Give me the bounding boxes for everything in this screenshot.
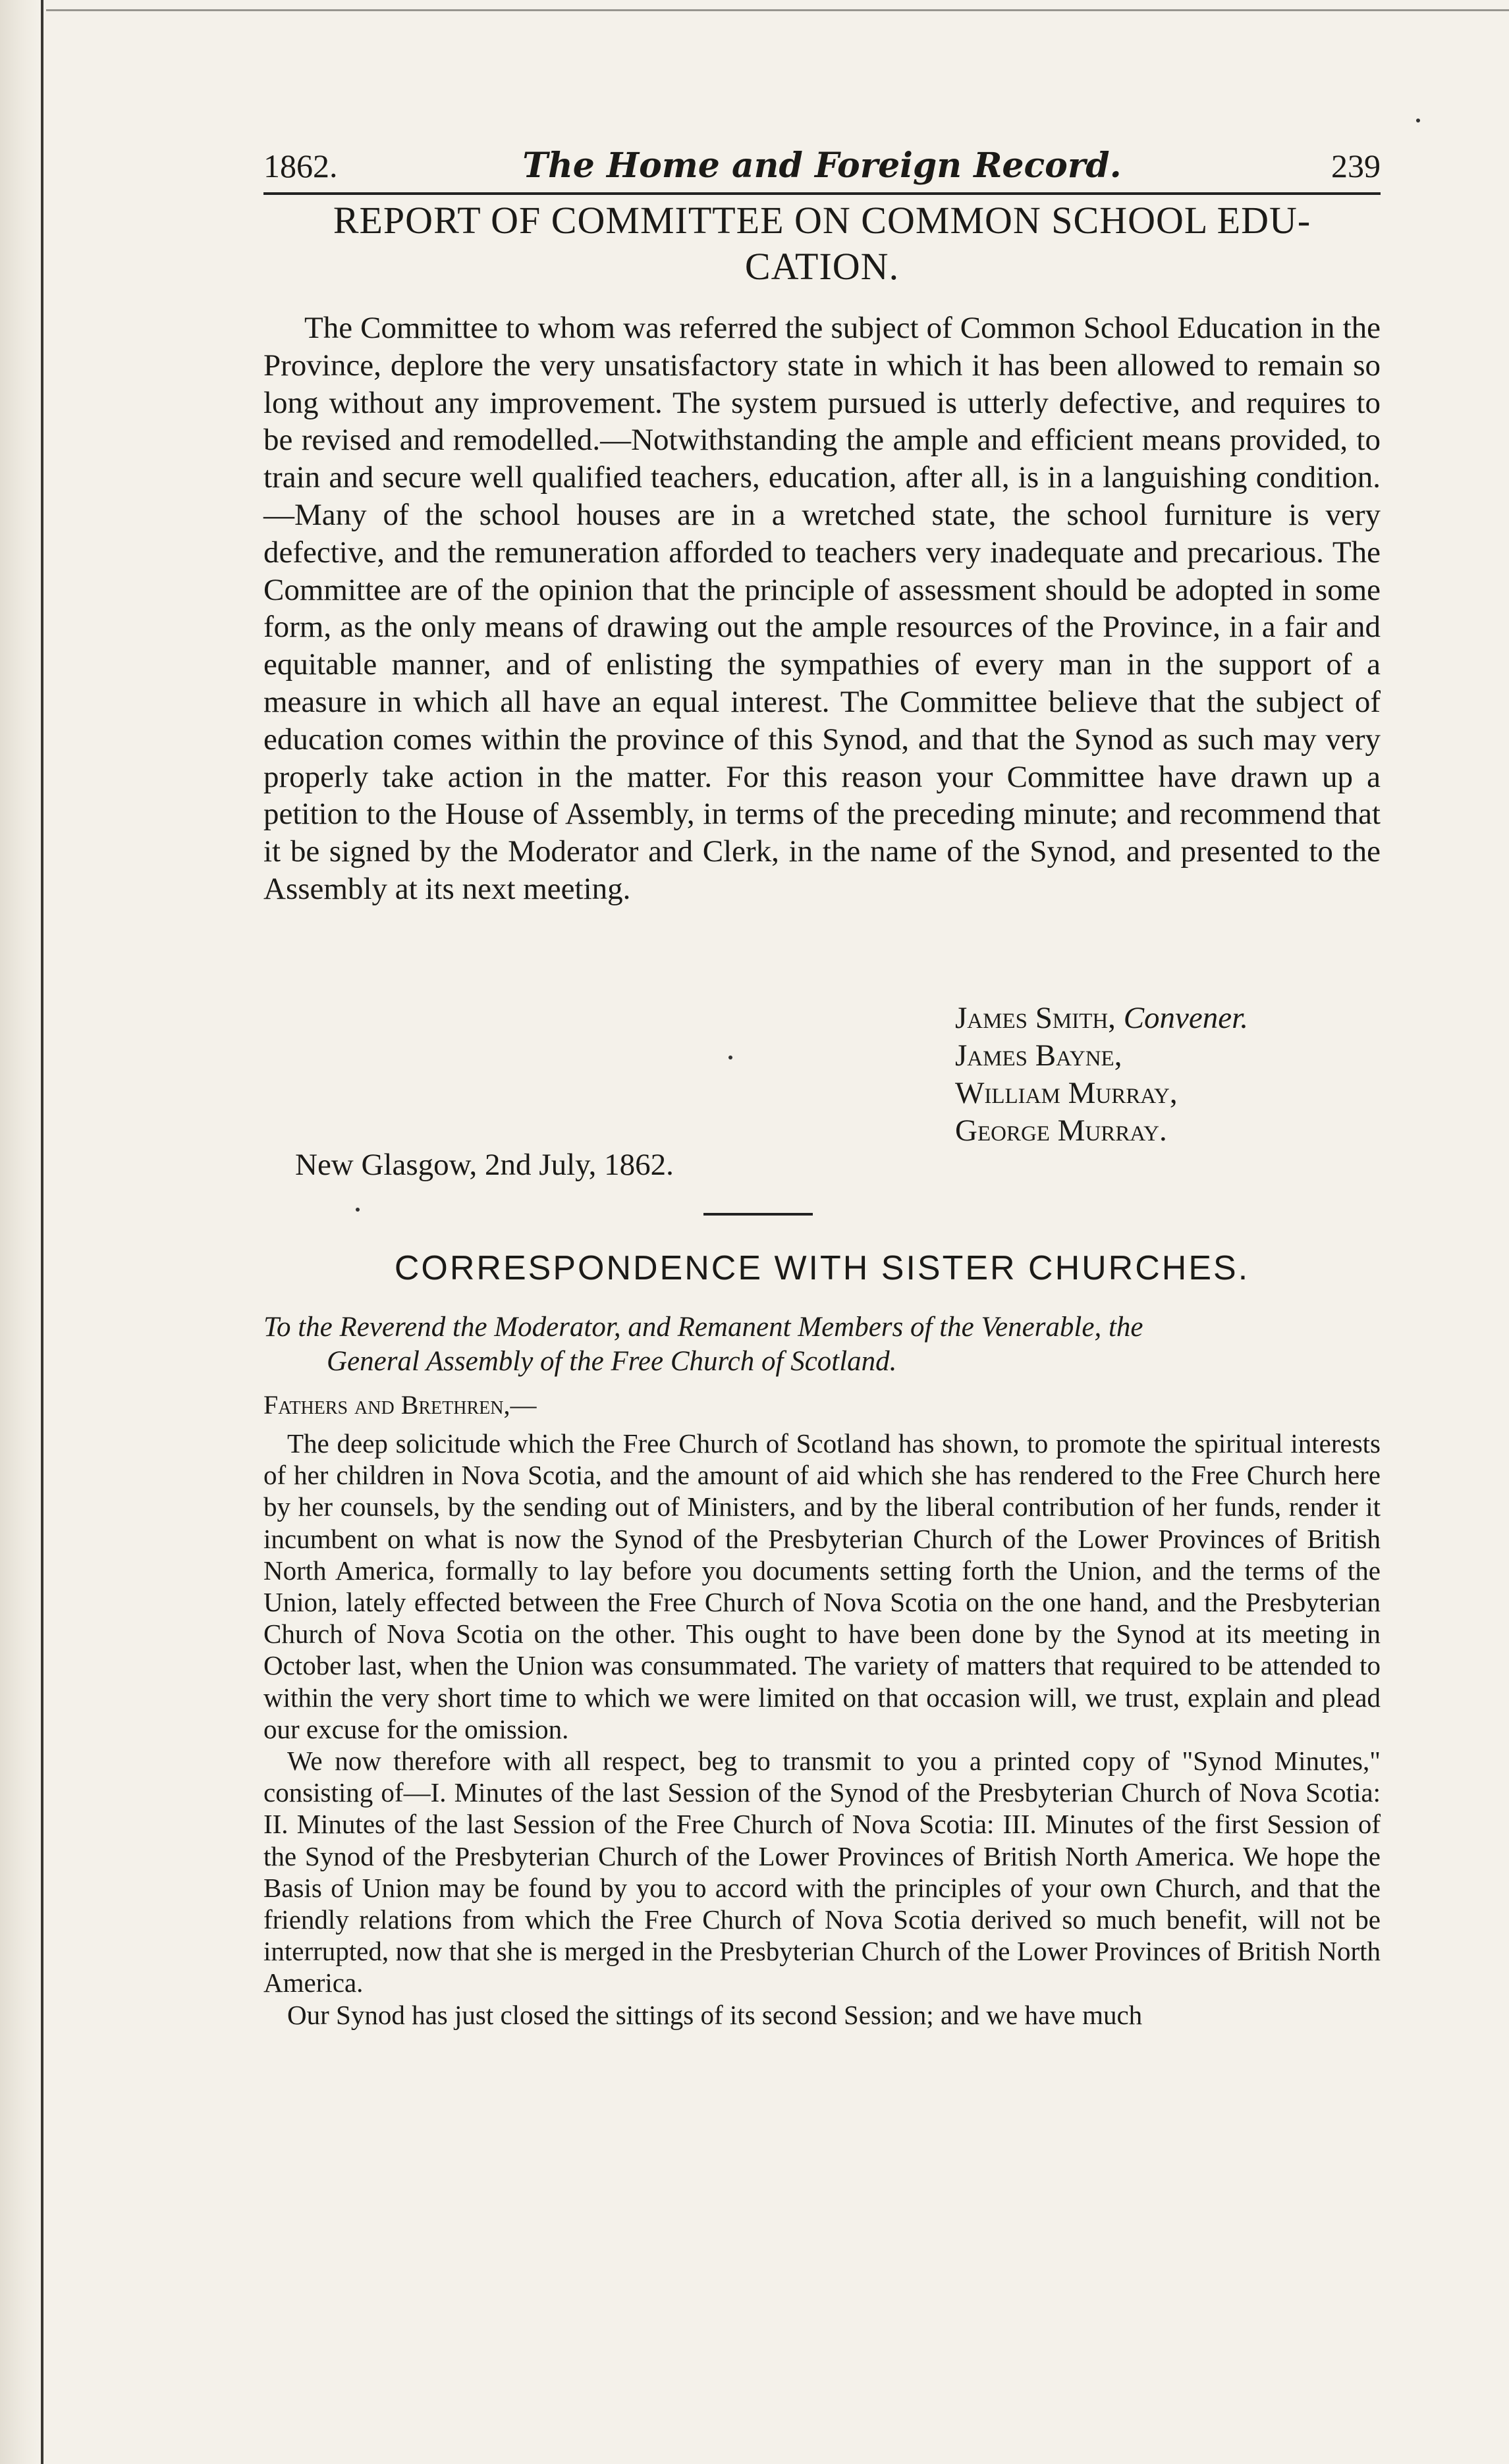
report-title-line-1: REPORT OF COMMITTEE ON COMMON SCHOOL EDU-	[333, 199, 1311, 242]
report-paragraph: The Committee to whom was referred the subject of Common School Education in the Province, deplore the very unsatisfactory state in which it has been allowed to remain so long without any improvement. The system pursued is utterly defective, and requires to be revised and remodelled.—Notwithstanding the ample and efficient means provided, to train and secure well qualified teachers, education, after all, is in a languishing condition.—Many of the school houses are in a wretched state, the school furniture is very defective, and the remuneration afforded to teachers very inadequate and precarious. The Committee are of the opinion that the principle of assessment should be adopted in some form, as the only means of drawing out the ample resources of the Province, in a fair and equitable manner, and of enlisting the sympathies of every man in the support of a measure in which all have an equal interest. The Committee believe that the subject of education comes within the province of this Synod, and that the Synod as such may very properly take action in the matter. For this reason your Committee have drawn up a petition to the House of Assembly, in terms of the preceding minute; and recommend that it be signed by the Moderator and Clerk, in the name of the Synod, and presented to the Assembly at its next meeting.	[263, 311, 1381, 906]
correspondence-heading: CORRESPONDENCE WITH SISTER CHURCHES.	[394, 1249, 1250, 1287]
report-title	[263, 198, 1381, 290]
print-speck	[728, 1056, 732, 1059]
signatory-name: James Smith,	[955, 1001, 1116, 1035]
signatory-4: George Murray.	[955, 1113, 1167, 1148]
letter-paragraph-1: The deep solicitude which the Free Church of Scotland has shown, to promote the spiritual interests of her children in Nova Scotia, and the amount of aid which she has rendered to the Free Church here by her counsels, by the sending out of Ministers, and by the liberal contribution of her funds, render it incumbent on what is now the Synod of the Presbyterian Church of the Lower Provinces of British North America, formally to lay before you documents setting forth the Union, and the terms of the Union, lately effected between the Free Church of Nova Scotia on the one hand, and the Presbyterian Church of Nova Scotia on the other. This ought to have been done by the Synod at its meeting in October last, when the Union was consummated. The variety of matters that required to be attended to within the very short time to which we were limited on that occasion will, we trust, explain and plead our excuse for the omission.	[263, 1428, 1381, 1744]
signatories-block	[955, 1000, 1390, 1150]
signatory-role: Convener.	[1123, 1001, 1248, 1035]
letter-address	[263, 1310, 1381, 1379]
address-line-1: To the Reverend the Moderator, and Remanent Members of the Venerable, the	[263, 1312, 1143, 1343]
letter-salutation: Fathers and Brethren,—	[263, 1390, 537, 1420]
print-speck	[1416, 119, 1420, 122]
letter-paragraph-2: We now therefore with all respect, beg to transmit to you a printed copy of "Synod Minutes," consisting of—I. Minutes of the last Session of the Synod of the Presbyterian Church of Nova Scotia: II. Minutes of the last Session of the Free Church of Nova Scotia: III. Minutes of the first Session of the Synod of the Presbyterian Church of the Lower Provinces of British North America. We hope the Basis of Union may be found by you to accord with the principles of your own Church, and that the friendly relations from which the Free Church of Nova Scotia derived so much benefit, will not be interrupted, now that she is merged in the Presbyterian Church of the Lower Provinces of British North America.	[263, 1746, 1381, 1998]
section-divider-rule	[703, 1213, 813, 1216]
signatory-3: William Murray,	[955, 1076, 1178, 1110]
report-title-line-2: CATION.	[744, 245, 900, 288]
letter-body	[263, 1428, 1381, 2031]
signatory-convener	[955, 1000, 1390, 1037]
running-head-journal-title: The Home and Foreign Record.	[522, 146, 1122, 186]
address-line-2: General Assembly of the Free Church of Scotland.	[327, 1346, 897, 1377]
print-speck	[356, 1208, 360, 1212]
header-rule	[263, 192, 1381, 195]
report-dateline: New Glasgow, 2nd July, 1862.	[295, 1148, 674, 1182]
report-body	[263, 309, 1381, 908]
letter-paragraph-3: Our Synod has just closed the sittings of its second Session; and we have much	[287, 1999, 1143, 2030]
page-number: 239	[1331, 147, 1381, 184]
running-head-year: 1862.	[263, 147, 338, 184]
signatory-2: James Bayne,	[955, 1038, 1122, 1073]
running-head	[263, 140, 1381, 192]
